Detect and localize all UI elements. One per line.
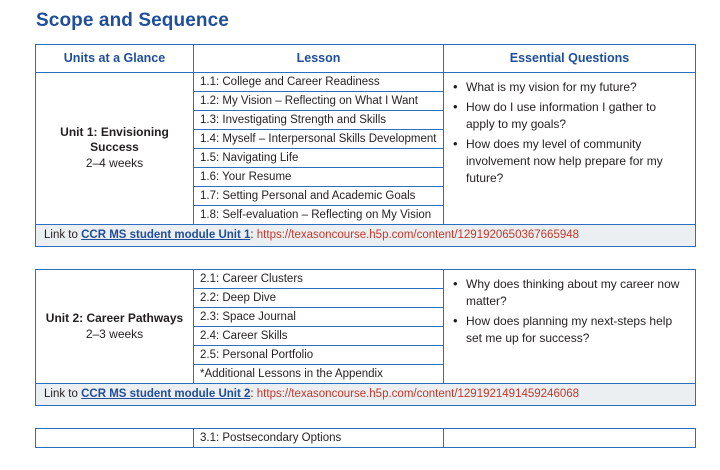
table-row — [36, 73, 696, 225]
module-link-cell — [36, 384, 696, 406]
list-item: • What is my vision for my future? — [464, 79, 687, 96]
link-separator: : — [250, 229, 257, 241]
list-item: 1.4: Myself – Interpersonal Skills Development — [194, 130, 443, 149]
column-header-lesson: Lesson — [194, 45, 444, 73]
list-item: 1.5: Navigating Life — [194, 149, 443, 168]
unit-title-cell — [36, 429, 194, 448]
list-item: *Additional Lessons in the Appendix — [200, 368, 383, 380]
list-item: • How do I use information I gather to apply to my goals? — [464, 99, 687, 133]
lesson-list-cell — [194, 73, 444, 225]
lesson-list-cell — [194, 429, 444, 448]
module-link-row — [36, 225, 696, 247]
unit-name: Unit 1: Envisioning Success — [60, 125, 169, 154]
section-spacer — [30, 247, 690, 269]
essential-questions-cell — [444, 270, 696, 384]
page-title: Scope and Sequence — [36, 10, 229, 31]
list-item: 1.8: Self-evaluation – Reflecting on My Vision — [200, 209, 432, 221]
unit-duration: 2–4 weeks — [85, 156, 144, 170]
unit-2-table — [35, 269, 696, 406]
column-header-units: Units at a Glance — [36, 45, 194, 73]
column-header-questions: Essential Questions — [444, 45, 696, 73]
list-item: 2.2: Deep Dive — [194, 289, 443, 308]
list-item: • Why does thinking about my career now matter? — [464, 276, 687, 310]
unit-title-cell — [36, 73, 194, 225]
unit-1-table — [35, 44, 696, 247]
document-page — [0, 10, 720, 470]
table-header-row — [36, 45, 696, 73]
essential-questions-cell — [444, 429, 696, 448]
list-item: 3.1: Postsecondary Options — [200, 432, 342, 444]
module-url-unit-1[interactable]: https://texasoncourse.h5p.com/content/1291920650367665948 — [256, 229, 580, 241]
module-link-cell — [36, 225, 696, 247]
unit-title-cell — [36, 270, 194, 384]
module-link-unit-1[interactable]: CCR MS student module Unit 1 — [81, 229, 251, 241]
list-item: 2.5: Personal Portfolio — [194, 346, 443, 365]
lesson-list-cell — [194, 270, 444, 384]
module-link-unit-2[interactable]: CCR MS student module Unit 2 — [81, 388, 251, 400]
section-spacer — [30, 406, 690, 428]
module-url-unit-2[interactable]: https://texasoncourse.h5p.com/content/1291921491459246068 — [256, 388, 580, 400]
unit-name: Unit 2: Career Pathways — [45, 310, 184, 325]
list-item: 2.4: Career Skills — [194, 327, 443, 346]
module-link-row — [36, 384, 696, 406]
list-item: 1.1: College and Career Readiness — [194, 73, 443, 92]
table-row — [36, 270, 696, 384]
list-item: 2.1: Career Clusters — [194, 270, 443, 289]
list-item: 1.6: Your Resume — [194, 168, 443, 187]
list-item: • How does my level of community involvement now help prepare for my future? — [464, 136, 687, 187]
essential-questions-cell — [444, 73, 696, 225]
list-item: 1.3: Investigating Strength and Skills — [194, 111, 443, 130]
table-row — [36, 429, 696, 448]
link-label: Link to — [44, 388, 82, 400]
list-item: 1.7: Setting Personal and Academic Goals — [194, 187, 443, 206]
list-item: 1.2: My Vision – Reflecting on What I Want — [194, 92, 443, 111]
link-label: Link to — [44, 229, 82, 241]
link-separator: : — [250, 388, 257, 400]
unit-duration: 2–3 weeks — [85, 326, 144, 341]
list-item: 2.3: Space Journal — [194, 308, 443, 327]
unit-3-table — [35, 428, 696, 448]
list-item: • How does planning my next-steps help set me up for success? — [464, 313, 687, 347]
